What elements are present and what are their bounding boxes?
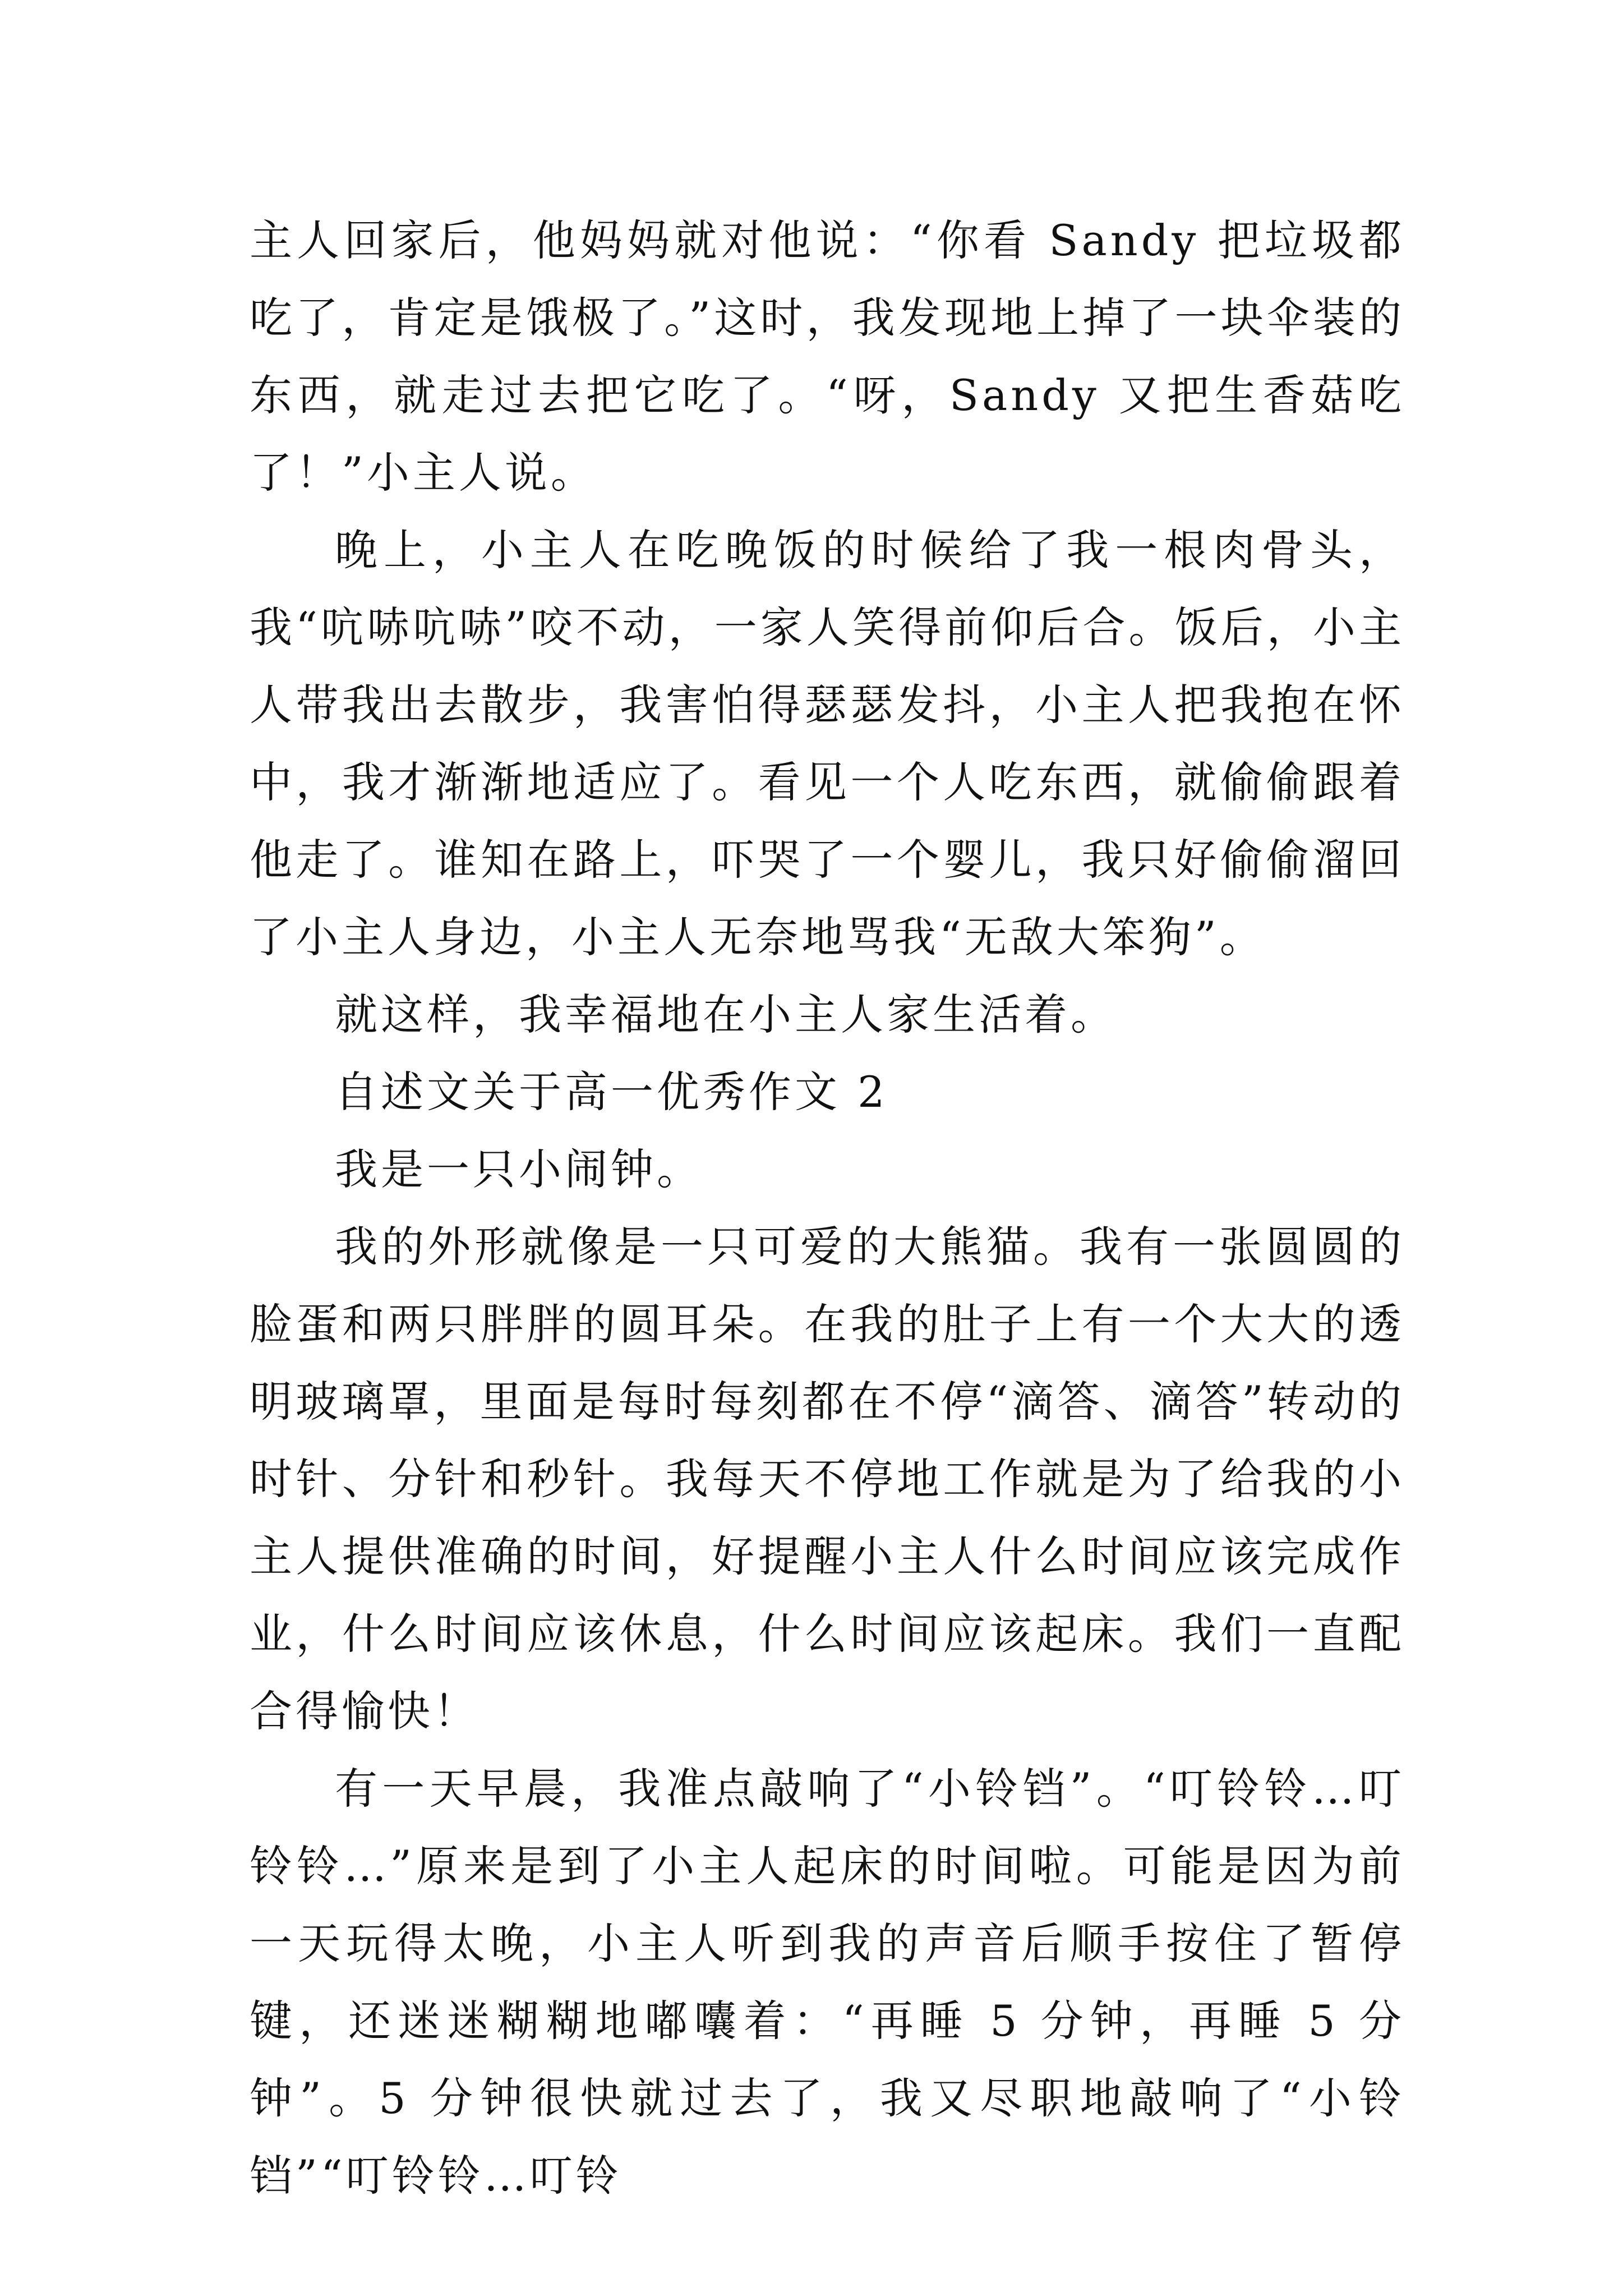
document-body [250, 202, 1405, 2215]
paragraph-5: 我的外形就像是一只可爱的大熊猫。我有一张圆圆的脸蛋和两只胖胖的圆耳朵。在我的肚子上有一个大大的透明玻璃罩，里面是每时每刻都在不停“滴答、滴答”转动的时针、分针和秒针。我每天不停地工作就是为了给我的小主人提供准确的时间，好提醒小主人什么时间应该完成作业，什么时间应该休息，什么时间应该起床。我们一直配合得愉快！ [250, 1222, 1405, 1736]
paragraph-2: 晚上，小主人在吃晚饭的时候给了我一根肉骨头，我“吭哧吭哧”咬不动，一家人笑得前仰后合。饭后，小主人带我出去散步，我害怕得瑟瑟发抖，小主人把我抱在怀中，我才渐渐地适应了。看见一个人吃东西，就偷偷跟着他走了。谁知在路上，吓哭了一个婴儿，我只好偷偷溜回了小主人身边，小主人无奈地骂我“无敌大笨狗”。 [250, 525, 1405, 962]
section-heading: 自述文关于高一优秀作文 2 [335, 1067, 888, 1117]
paragraph-6: 有一天早晨，我准点敲响了“小铃铛”。“叮铃铃…叮铃铃…”原来是到了小主人起床的时间啦。可能是因为前一天玩得太晚，小主人听到我的声音后顺手按住了暂停键，还迷迷糊糊地嘟囔着：“再睡 5 分钟，再睡 5 分钟”。5 分钟很快就过去了，我又尽职地敲响了“小铃铛”“叮铃铃…叮铃 [250, 1764, 1405, 2201]
paragraph-4: 我是一只小闹钟。 [335, 1144, 703, 1194]
paragraph-1: 主人回家后，他妈妈就对他说：“你看 Sandy 把垃圾都吃了，肯定是饿极了。”这时，我发现地上掉了一块伞装的东西，就走过去把它吃了。“呀，Sandy 又把生香菇吃了！”小主人说。 [250, 215, 1405, 498]
paragraph-3: 就这样，我幸福地在小主人家生活着。 [335, 990, 1117, 1039]
